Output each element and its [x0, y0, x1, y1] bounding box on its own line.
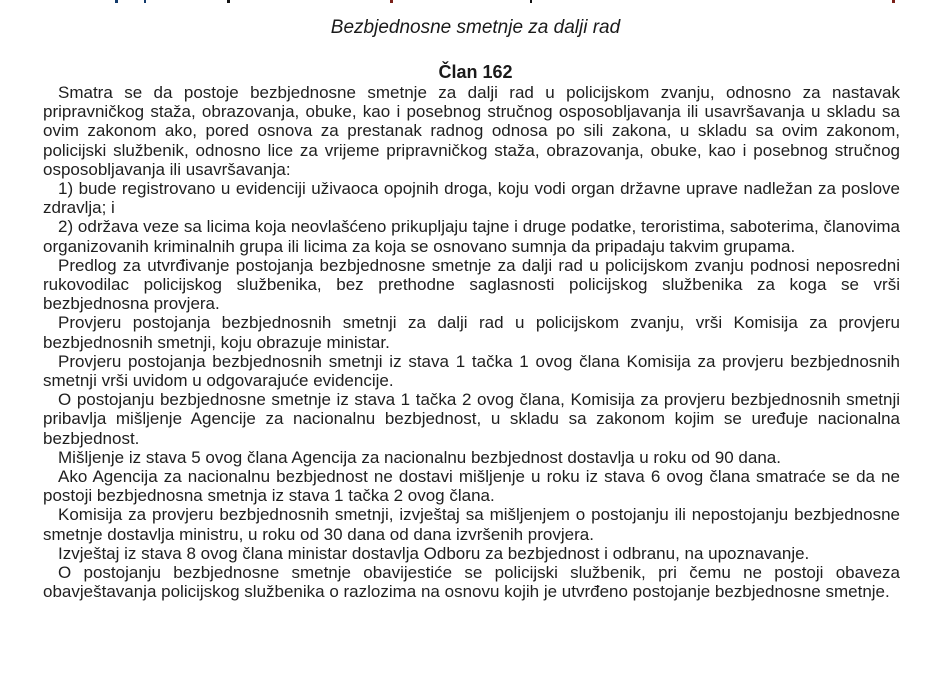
article-heading: Član 162	[438, 62, 513, 82]
article-paragraph: Komisija za provjeru bezbjednosnih smetnji, izvještaj sa mišljenjem o postojanju ili nepostojanju bezbjednosne smetnje dostavlja ministru, u roku od 30 dana od dana izvršenih provjera.	[43, 505, 900, 544]
article-paragraph: Izvještaj iz stava 8 ovog člana ministar dostavlja Odboru za bezbjednost i odbranu, na upoznavanje.	[58, 543, 810, 563]
clipped-glyph-fragment	[144, 0, 146, 3]
article-paragraph: Provjeru postojanja bezbjednosnih smetnji za dalji rad u policijskom zvanju, vrši Komisija za provjeru bezbjednosnih smetnji, koju obrazuje ministar.	[43, 313, 900, 352]
clipped-glyph-fragment	[892, 0, 895, 3]
clipped-glyph-fragment	[227, 0, 230, 3]
article-paragraph: O postojanju bezbjednosne smetnje iz stava 1 tačka 2 ovog člana, Komisija za provjeru bezbjednosnih smetnji pribavlja mišljenje Agencije za nacionalnu bezbjednost, u skladu sa zakonom kojim se uređuje nacionalna bezbjednost.	[43, 390, 900, 448]
clipped-glyph-fragment	[115, 0, 118, 3]
article-paragraph: 2) održava veze sa licima koja neovlašćeno prikupljaju tajne i druge podatke, teroristima, saboterima, članovima organizovanih kriminalnih grupa ili licima za koja se osnovano sumnja da pripadaju takvim grupama.	[43, 217, 900, 256]
article-paragraph: Ako Agencija za nacionalnu bezbjednost ne dostavi mišljenje u roku iz stava 6 ovog člana smatraće se da ne postoji bezbjednosna smetnja iz stava 1 tačka 2 ovog člana.	[43, 467, 900, 506]
section-title: Bezbjednosne smetnje za dalji rad	[330, 17, 621, 38]
clipped-glyph-fragment	[530, 0, 532, 3]
clipped-glyph-fragment	[390, 0, 393, 3]
article-paragraph: Smatra se da postoje bezbjednosne smetnje za dalji rad u policijskom zvanju, odnosno za nastavak pripravničkog staža, obrazovanja, obuke, kao i posebnog stručnog osposobljavanja ili usavršavanja u skladu sa ovim zakonom ako, pored osnova za prestanak radnog odnosa po sili zakona, u skladu sa ovim zakonom, policijski službenik, odnosno lice za vrijeme pripravničkog staža, obrazovanja, obuke, kao i posebnog stručnog osposobljavanja ili usavršavanja:	[43, 83, 900, 179]
article-body	[0, 83, 951, 601]
article-paragraph: Predlog za utvrđivanje postojanja bezbjednosne smetnje za dalji rad u policijskom zvanju podnosi neposredni rukovodilac policijskog službenika, bez prethodne saglasnosti policijskog službenika za koga se vrši bezbjednosna provjera.	[43, 255, 900, 314]
article-paragraph: Provjeru postojanja bezbjednosnih smetnji iz stava 1 tačka 1 ovog člana Komisija za provjeru bezbjednosnih smetnji vrši uvidom u odgovarajuće evidencije.	[43, 351, 900, 391]
clipped-line-artifact	[0, 0, 951, 4]
article-paragraph: Mišljenje iz stava 5 ovog člana Agencija za nacionalnu bezbjednost dostavlja u roku od 90 dana.	[58, 447, 781, 467]
article-paragraph: O postojanju bezbjednosne smetnje obavijestiće se policijski službenik, pri čemu ne postoji obaveza obavještavanja policijskog službenika o razlozima na osnovu kojih je utvrđeno postojanje bezbjednosne smetnje.	[43, 563, 900, 602]
article-paragraph: 1) bude registrovano u evidenciji uživaoca opojnih droga, koju vodi organ državne uprave nadležan za poslove zdravlja; i	[43, 179, 900, 218]
